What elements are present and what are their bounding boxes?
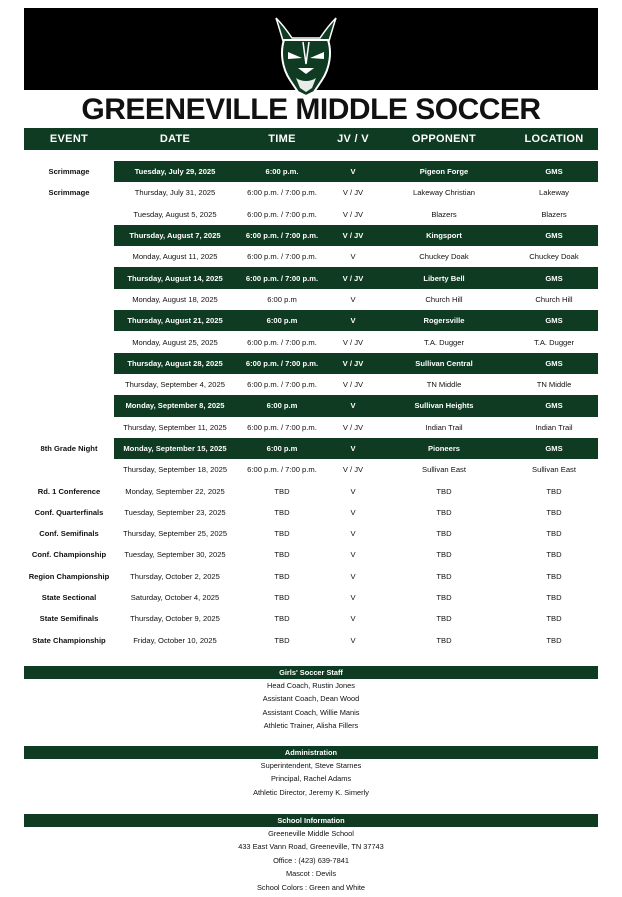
time-cell: 6:00 p.m. / 7:00 p.m. [247,465,317,475]
col-header-location: LOCATION [510,128,598,150]
location-cell: GMS [510,395,598,416]
location-cell: Sullivan East [532,465,576,475]
staff-line: Assistant Coach, Willie Manis [262,707,360,717]
schedule-row [24,289,598,310]
schedule-table [24,128,598,651]
location-cell: T.A. Dugger [533,337,575,347]
opponent-cell: Pigeon Forge [378,161,510,182]
event-cell [24,374,114,395]
event-cell: State Championship [32,635,106,645]
opponent-cell: TBD [436,635,452,645]
opponent-cell: Liberty Bell [378,267,510,288]
location-cell: GMS [510,267,598,288]
col-header-time: TIME [236,128,328,150]
location-cell: TBD [546,550,562,560]
event-cell [24,417,114,438]
event-cell [24,225,114,246]
event-cell: Scrimmage [48,167,90,177]
time-cell: 6:00 p.m [267,294,297,304]
level-cell: V [350,294,356,304]
schedule-row [24,374,598,395]
time-cell: 6:00 p.m. / 7:00 p.m. [247,252,317,262]
level-cell: V / JV [342,188,364,198]
schedule-header-row [24,128,598,150]
date-cell: Thursday, August 21, 2025 [114,310,236,331]
level-cell: V / JV [328,267,378,288]
date-cell: Thursday, September 4, 2025 [125,380,225,390]
location-cell: GMS [510,225,598,246]
level-cell: V [328,438,378,459]
schedule-row [24,630,598,651]
opponent-cell: TBD [436,571,452,581]
level-cell: V [328,310,378,331]
event-cell [24,331,114,352]
level-cell: V / JV [328,225,378,246]
time-cell: TBD [274,593,290,603]
event-cell: State Sectional [41,593,97,603]
time-cell: 6:00 p.m. / 7:00 p.m. [236,353,328,374]
devil-mascot-logo [258,12,354,96]
opponent-cell: Lakeway Christian [412,188,476,198]
date-cell: Thursday, August 7, 2025 [114,225,236,246]
level-cell: V / JV [342,465,364,475]
level-cell: V [350,614,356,624]
location-cell: TBD [546,507,562,517]
schedule-row [24,204,598,225]
time-cell: 6:00 p.m [236,395,328,416]
administration-line: Athletic Director, Jeremy K. Simerly [253,787,369,797]
staff-line: Assistant Coach, Dean Wood [262,694,360,704]
level-cell: V [350,252,356,262]
location-cell: TBD [546,486,562,496]
level-cell: V [350,550,356,560]
staff-heading: Girls' Soccer Staff [24,666,598,679]
administration-line: Principal, Rachel Adams [270,774,352,784]
time-cell: 6:00 p.m. / 7:00 p.m. [247,380,317,390]
date-cell: Monday, September 15, 2025 [114,438,236,459]
location-cell: Blazers [541,209,567,219]
school-line: School Colors : Green and White [256,882,366,892]
level-cell: V [350,593,356,603]
time-cell: TBD [274,550,290,560]
time-cell: 6:00 p.m. [236,161,328,182]
location-cell: TBD [546,614,562,624]
schedule-row [24,544,598,565]
opponent-cell: Kingsport [378,225,510,246]
col-header-event: EVENT [24,128,114,150]
event-cell: Conf. Quarterfinals [34,507,104,517]
opponent-cell: Sullivan East [422,465,466,475]
date-cell: Friday, October 10, 2025 [133,635,217,645]
schedule-row [24,353,598,374]
event-cell [24,289,114,310]
event-cell [24,353,114,374]
location-cell: GMS [510,438,598,459]
school-line: Greeneville Middle School [268,829,354,838]
schedule-row [24,246,598,267]
date-cell: Thursday, August 28, 2025 [114,353,236,374]
staff-line: Athletic Trainer, Alisha Fillers [263,721,359,731]
level-cell: V [350,486,356,496]
date-cell: Thursday, September 25, 2025 [122,529,228,539]
schedule-row [24,395,598,416]
date-cell: Thursday, July 31, 2025 [134,188,216,198]
col-header-opponent: OPPONENT [378,128,510,150]
event-cell [24,310,114,331]
time-cell: 6:00 p.m. / 7:00 p.m. [236,225,328,246]
event-cell: 8th Grade Night [40,444,98,453]
location-cell: Lakeway [539,188,569,198]
location-cell: Indian Trail [535,422,573,432]
date-cell: Thursday, September 18, 2025 [122,465,228,475]
time-cell: TBD [274,635,290,645]
time-cell: TBD [274,571,290,581]
event-cell [24,246,114,267]
time-cell: TBD [274,614,290,624]
location-cell: TBD [546,571,562,581]
opponent-cell: Church Hill [425,294,463,304]
level-cell: V / JV [342,422,364,432]
event-cell [24,204,114,225]
location-cell: Chuckey Doak [529,252,579,262]
time-cell: 6:00 p.m. / 7:00 p.m. [247,337,317,347]
event-cell: Scrimmage [48,188,90,198]
time-cell: 6:00 p.m [236,438,328,459]
level-cell: V [350,529,356,539]
opponent-cell: Pioneers [378,438,510,459]
schedule-row [24,417,598,438]
opponent-cell: TBD [436,614,452,624]
opponent-cell: Blazers [431,209,457,219]
location-cell: TBD [546,635,562,645]
location-cell: TN Middle [536,380,572,390]
time-cell: 6:00 p.m. / 7:00 p.m. [247,188,317,198]
level-cell: V [350,571,356,581]
location-cell: GMS [510,310,598,331]
event-cell: Rd. 1 Conference [37,486,101,496]
schedule-row [24,161,598,182]
schedule-row [24,587,598,608]
administration-heading: Administration [24,746,598,759]
school-line: 433 East Vann Road, Greeneville, TN 37743 [238,842,384,852]
school-info-heading: School Information [24,814,598,827]
event-cell [24,267,114,288]
location-cell: Church Hill [535,294,573,304]
opponent-cell: TBD [436,507,452,517]
opponent-cell: TBD [436,529,452,539]
level-cell: V [350,635,356,645]
opponent-cell: TBD [436,486,452,496]
opponent-cell: TBD [436,550,452,560]
level-cell: V / JV [342,337,364,347]
opponent-cell: TN Middle [426,380,462,390]
schedule-row [24,310,598,331]
schedule-row [24,267,598,288]
schedule-row [24,438,598,459]
schedule-row [24,331,598,352]
date-cell: Tuesday, September 30, 2025 [124,550,226,560]
level-cell: V / JV [342,380,364,390]
time-cell: TBD [274,486,290,496]
date-cell: Saturday, October 4, 2025 [130,593,220,603]
location-cell: TBD [546,593,562,603]
schedule-row [24,182,598,203]
date-cell: Tuesday, July 29, 2025 [114,161,236,182]
opponent-cell: TBD [436,593,452,603]
time-cell: 6:00 p.m. / 7:00 p.m. [247,209,317,219]
administration-list [24,759,598,799]
location-cell: TBD [546,529,562,539]
event-cell [24,395,114,416]
date-cell: Monday, September 8, 2025 [114,395,236,416]
event-cell [24,459,114,480]
opponent-cell: Sullivan Heights [378,395,510,416]
schedule-row [24,480,598,501]
administration-line: Superintendent, Steve Starnes [260,761,362,770]
col-header-level: JV / V [328,128,378,150]
event-cell: Conf. Semifinals [39,529,99,539]
opponent-cell: Sullivan Central [378,353,510,374]
date-cell: Monday, August 11, 2025 [132,252,218,262]
opponent-cell: Indian Trail [425,422,463,432]
schedule-row [24,502,598,523]
schedule-row [24,566,598,587]
event-cell: Region Championship [28,571,110,581]
schedule-row [24,225,598,246]
staff-list [24,679,598,733]
level-cell: V / JV [342,209,364,219]
location-cell: GMS [510,353,598,374]
location-cell: GMS [510,161,598,182]
opponent-cell: Chuckey Doak [419,252,469,262]
school-info-list [24,827,598,894]
schedule-row [24,523,598,544]
schedule-row [24,459,598,480]
time-cell: 6:00 p.m. / 7:00 p.m. [247,422,317,432]
time-cell: 6:00 p.m [236,310,328,331]
col-header-date: DATE [114,128,236,150]
school-line: Mascot : Devils [285,869,337,879]
date-cell: Thursday, October 9, 2025 [130,614,220,624]
time-cell: TBD [274,507,290,517]
date-cell: Monday, August 18, 2025 [132,294,218,304]
page-title: GREENEVILLE MIDDLE SOCCER [81,93,541,126]
event-cell: State Semifinals [39,614,99,624]
level-cell: V [350,507,356,517]
opponent-cell: T.A. Dugger [423,337,465,347]
school-line: Office : (423) 639-7841 [273,855,349,865]
time-cell: TBD [274,529,290,539]
date-cell: Tuesday, August 5, 2025 [133,209,217,219]
time-cell: 6:00 p.m. / 7:00 p.m. [236,267,328,288]
date-cell: Thursday, September 11, 2025 [123,422,227,432]
date-cell: Tuesday, September 23, 2025 [124,507,226,517]
date-cell: Thursday, October 2, 2025 [130,571,220,581]
level-cell: V [328,395,378,416]
staff-line: Head Coach, Rustin Jones [267,681,355,690]
date-cell: Monday, August 25, 2025 [132,337,218,347]
level-cell: V / JV [328,353,378,374]
opponent-cell: Rogersville [378,310,510,331]
level-cell: V [328,161,378,182]
date-cell: Monday, September 22, 2025 [125,486,225,496]
event-cell: Conf. Championship [31,550,107,560]
date-cell: Thursday, August 14, 2025 [114,267,236,288]
schedule-row [24,608,598,629]
